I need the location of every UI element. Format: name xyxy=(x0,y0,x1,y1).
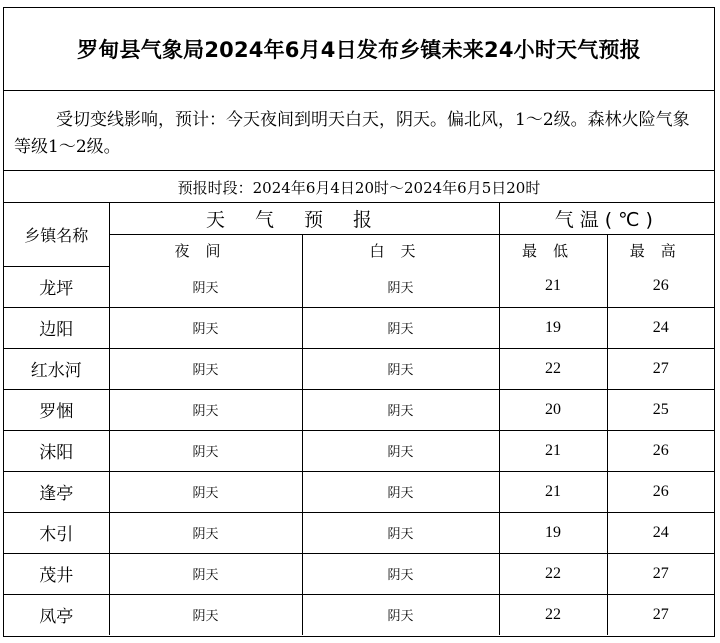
town-name: 龙坪 xyxy=(4,266,109,307)
low-temp: 19 xyxy=(499,512,607,553)
night-weather: 阴天 xyxy=(109,389,302,430)
table-row xyxy=(4,512,714,553)
forecast-notice: 受切变线影响，预计：今天夜间到明天白天，阴天。偏北风，1～2级。森林火险气象等级1～2级。 xyxy=(4,91,714,171)
night-weather: 阴天 xyxy=(109,348,302,389)
town-name: 逢亭 xyxy=(4,471,109,512)
low-temp: 22 xyxy=(499,553,607,594)
high-temp: 27 xyxy=(607,594,714,635)
table-row xyxy=(4,307,714,348)
low-temp: 19 xyxy=(499,307,607,348)
header-night: 夜间 xyxy=(109,235,302,267)
night-weather: 阴天 xyxy=(109,594,302,635)
high-temp: 24 xyxy=(607,512,714,553)
low-temp: 21 xyxy=(499,430,607,471)
header-day: 白天 xyxy=(302,235,499,267)
night-weather: 阴天 xyxy=(109,430,302,471)
day-weather: 阴天 xyxy=(302,348,499,389)
day-weather: 阴天 xyxy=(302,307,499,348)
town-name: 茂井 xyxy=(4,553,109,594)
table-row xyxy=(4,348,714,389)
header-row-group xyxy=(4,203,714,235)
town-name: 罗悃 xyxy=(4,389,109,430)
high-temp: 26 xyxy=(607,430,714,471)
day-weather: 阴天 xyxy=(302,266,499,307)
high-temp: 24 xyxy=(607,307,714,348)
document-title: 罗甸县气象局2024年6月4日发布乡镇未来24小时天气预报 xyxy=(4,8,714,91)
low-temp: 22 xyxy=(499,348,607,389)
header-high: 最高 xyxy=(607,235,714,267)
header-town: 乡镇名称 xyxy=(4,203,109,266)
header-row-sub xyxy=(4,235,714,267)
high-temp: 26 xyxy=(607,471,714,512)
night-weather: 阴天 xyxy=(109,266,302,307)
header-temperature: 气温(℃) xyxy=(499,203,714,235)
high-temp: 27 xyxy=(607,553,714,594)
table-row xyxy=(4,430,714,471)
low-temp: 21 xyxy=(499,266,607,307)
high-temp: 26 xyxy=(607,266,714,307)
town-name: 红水河 xyxy=(4,348,109,389)
town-name: 边阳 xyxy=(4,307,109,348)
table-row xyxy=(4,471,714,512)
day-weather: 阴天 xyxy=(302,553,499,594)
forecast-sheet xyxy=(3,7,715,637)
town-name: 木引 xyxy=(4,512,109,553)
forecast-table xyxy=(4,203,714,635)
night-weather: 阴天 xyxy=(109,307,302,348)
low-temp: 20 xyxy=(499,389,607,430)
day-weather: 阴天 xyxy=(302,430,499,471)
forecast-period: 预报时段：2024年6月4日20时～2024年6月5日20时 xyxy=(4,172,714,203)
table-row xyxy=(4,266,714,307)
high-temp: 25 xyxy=(607,389,714,430)
town-name: 沫阳 xyxy=(4,430,109,471)
night-weather: 阴天 xyxy=(109,553,302,594)
table-row xyxy=(4,389,714,430)
night-weather: 阴天 xyxy=(109,471,302,512)
header-weather: 天气预报 xyxy=(109,203,499,235)
table-row xyxy=(4,553,714,594)
high-temp: 27 xyxy=(607,348,714,389)
night-weather: 阴天 xyxy=(109,512,302,553)
header-low: 最低 xyxy=(499,235,607,267)
day-weather: 阴天 xyxy=(302,389,499,430)
low-temp: 22 xyxy=(499,594,607,635)
table-row xyxy=(4,594,714,635)
town-name: 凤亭 xyxy=(4,594,109,635)
day-weather: 阴天 xyxy=(302,512,499,553)
day-weather: 阴天 xyxy=(302,594,499,635)
low-temp: 21 xyxy=(499,471,607,512)
day-weather: 阴天 xyxy=(302,471,499,512)
